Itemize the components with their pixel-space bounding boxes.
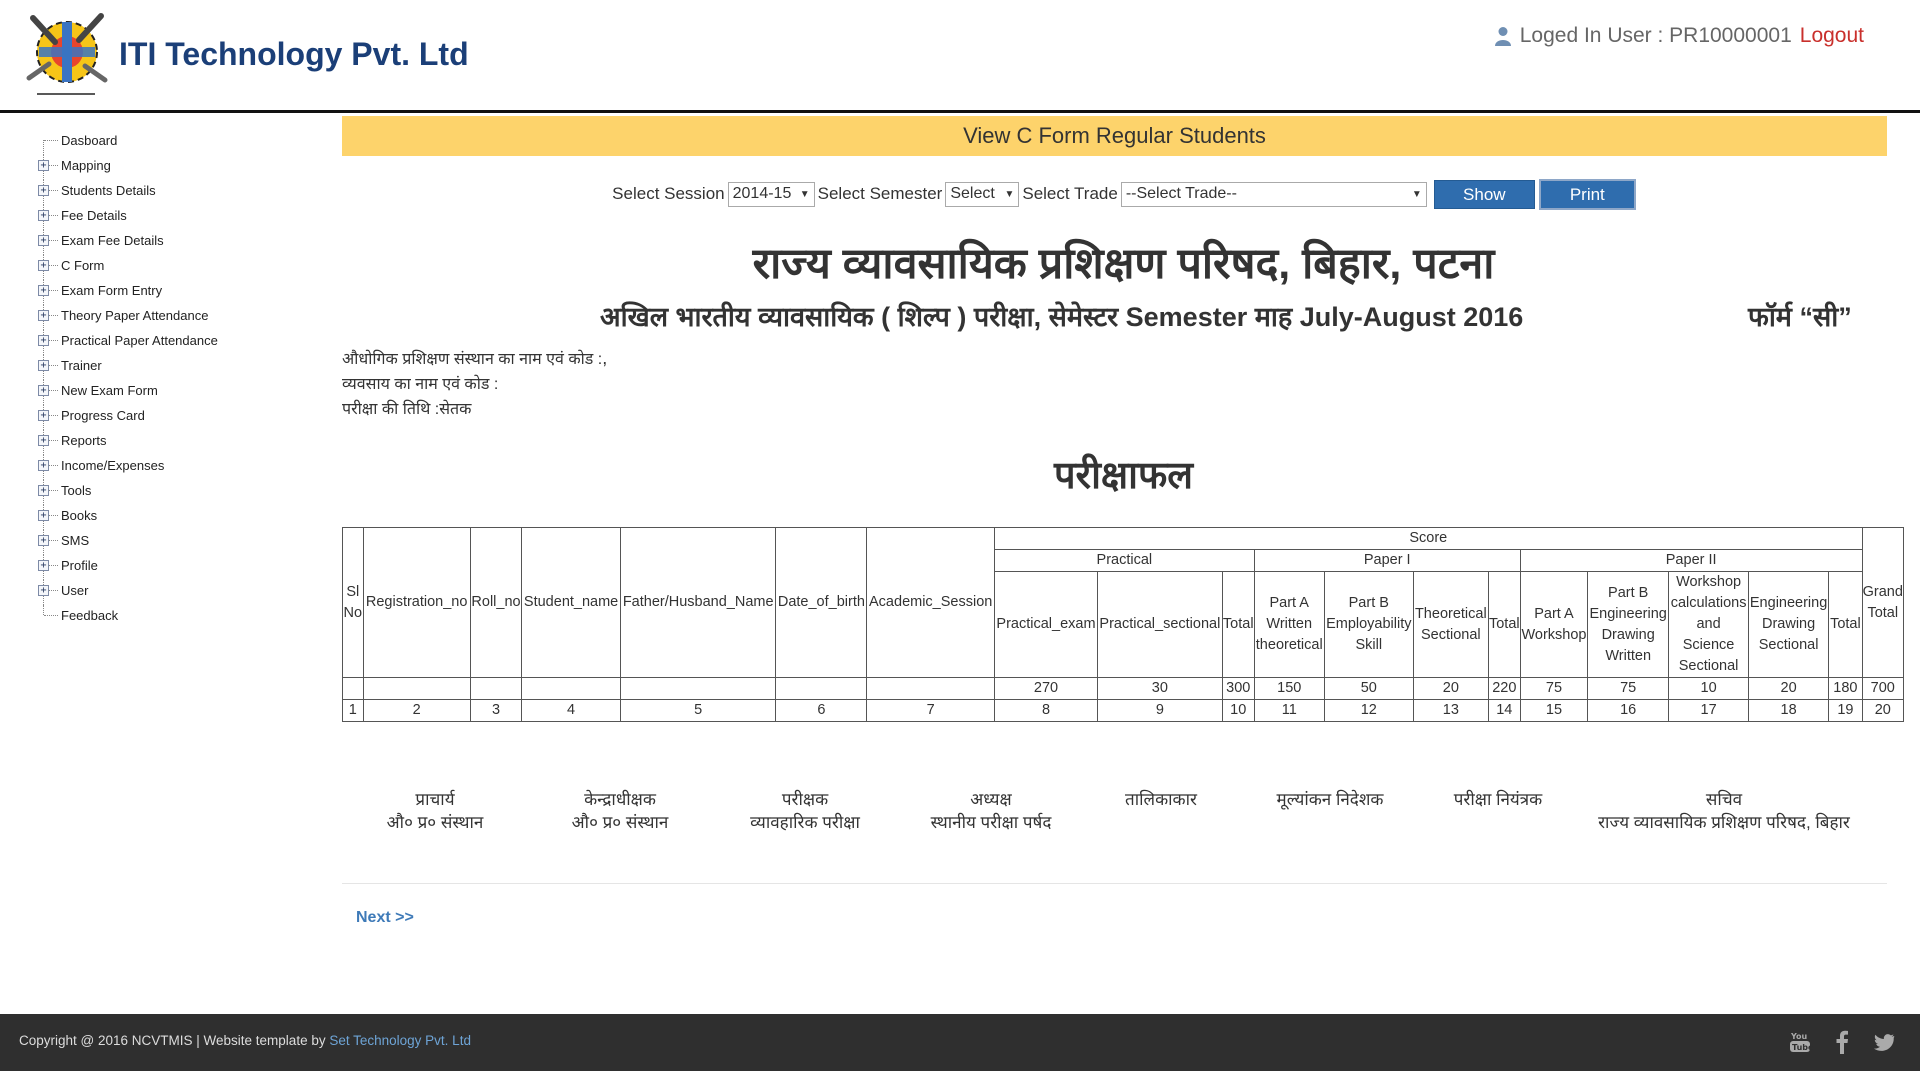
chevron-down-icon: ▼ — [799, 188, 810, 200]
sidebar-item-fee-details[interactable] — [36, 205, 336, 230]
expand-icon[interactable]: + — [38, 235, 49, 246]
expand-icon[interactable]: + — [38, 460, 49, 471]
column-number-cell: 4 — [522, 700, 621, 722]
sidebar-item-label: User — [61, 583, 89, 598]
max-marks-cell: 20 — [1748, 678, 1828, 700]
company-link[interactable]: Set Technology Pvt. Ltd — [329, 1033, 471, 1048]
max-marks-cell: 150 — [1254, 678, 1324, 700]
divider — [342, 883, 1887, 884]
institute-label: औधोगिक प्रशिक्षण संस्थान का नाम एवं कोड : — [342, 351, 603, 368]
max-marks-cell: 180 — [1829, 678, 1862, 700]
sidebar-item-label: Fee Details — [61, 208, 127, 223]
exam-date-line: परीक्षा की तिथि :सेतक — [342, 401, 472, 418]
institute-value: , — [602, 348, 608, 368]
sidebar-item-reports[interactable] — [36, 430, 336, 455]
sidebar-item-mapping[interactable] — [36, 155, 336, 180]
max-marks-cell-empty — [867, 678, 995, 700]
signature-block — [572, 788, 669, 834]
show-button[interactable]: Show — [1434, 180, 1535, 209]
th-student-name: Student_name — [522, 528, 621, 678]
trade-select[interactable] — [1121, 182, 1427, 207]
sidebar-item-user[interactable] — [36, 580, 336, 605]
signature-title: प्राचार्य — [415, 790, 455, 809]
signature-title: केन्द्राधीक्षक — [584, 790, 656, 809]
th-father-name: Father/Husband_Name — [620, 528, 776, 678]
result-title: परीक्षाफल — [1053, 455, 1194, 497]
th-p1-total: Total — [1488, 572, 1520, 678]
sidebar-item-label: Exam Form Entry — [61, 283, 163, 298]
th-p1-part-a: Part A Written theoretical — [1254, 572, 1324, 678]
th-p2-workshop-calc: Workshop calculations and Science Sectional — [1669, 572, 1749, 678]
signature-block — [750, 788, 860, 834]
signature-block — [1454, 788, 1542, 811]
max-marks-cell: 300 — [1222, 678, 1254, 700]
logged-in-user: Loged In User : PR10000001 — [1519, 24, 1792, 47]
chevron-down-icon: ▼ — [1004, 188, 1015, 200]
institute-line — [342, 346, 1887, 372]
th-score: Score — [995, 528, 1863, 550]
signature-block — [1598, 788, 1850, 834]
sidebar-item-exam-fee-details[interactable] — [36, 230, 336, 255]
expand-icon[interactable]: + — [38, 210, 49, 221]
social-links — [1789, 1030, 1895, 1054]
max-marks-cell: 270 — [995, 678, 1098, 700]
column-number-cell: 7 — [867, 700, 995, 722]
expand-icon[interactable]: + — [38, 385, 49, 396]
sidebar-item-label: Feedback — [61, 608, 119, 623]
expand-icon[interactable]: + — [38, 335, 49, 346]
svg-text:You: You — [1791, 1032, 1808, 1041]
tree-line — [43, 605, 44, 615]
column-number-cell: 17 — [1669, 700, 1749, 722]
th-grand-total: Grand Total — [1862, 528, 1903, 678]
column-number-cell: 10 — [1222, 700, 1254, 722]
th-group-paper-2: Paper II — [1520, 550, 1862, 572]
expand-icon[interactable]: + — [38, 485, 49, 496]
th-p2-engg-drawing: Engineering Drawing Sectional — [1748, 572, 1828, 678]
signature-title: परीक्षक — [781, 790, 829, 809]
iti-logo — [25, 8, 113, 106]
th-p1-theoretical-sectional: Theoretical Sectional — [1413, 572, 1488, 678]
brand-name: ITI Technology Pvt. Ltd — [119, 36, 469, 72]
expand-icon[interactable]: + — [38, 410, 49, 421]
sidebar-item-label: Exam Fee Details — [61, 233, 164, 248]
exam-heading-row — [342, 293, 1887, 333]
sidebar-item-practical-paper-attendance[interactable] — [36, 330, 336, 355]
sidebar-item-label: SMS — [61, 533, 90, 548]
max-marks-cell-empty — [776, 678, 867, 700]
sidebar-item-label: C Form — [61, 258, 105, 273]
sidebar-item-new-exam-form[interactable] — [36, 380, 336, 405]
th-date-of-birth: Date_of_birth — [776, 528, 867, 678]
signature-subtitle: औ० प्र० संस्थान — [386, 813, 484, 832]
svg-text:Tube: Tube — [1792, 1043, 1814, 1052]
expand-icon[interactable]: + — [38, 560, 49, 571]
login-status — [1494, 24, 1864, 48]
column-number-cell: 9 — [1097, 700, 1222, 722]
signature-subtitle: व्यावहारिक परीक्षा — [750, 813, 860, 832]
trade-value: --Select Trade-- — [1125, 185, 1237, 202]
max-marks-cell: 20 — [1413, 678, 1488, 700]
column-number-cell: 18 — [1748, 700, 1828, 722]
tree-line — [44, 140, 58, 141]
column-number-cell: 12 — [1324, 700, 1413, 722]
column-number-cell: 3 — [470, 700, 521, 722]
semester-label: Select Semester — [817, 184, 943, 203]
semester-select[interactable] — [945, 182, 1019, 207]
max-marks-cell-empty — [343, 678, 364, 700]
sidebar-item-tools[interactable] — [36, 480, 336, 505]
column-number-cell: 19 — [1829, 700, 1862, 722]
expand-icon[interactable]: + — [38, 585, 49, 596]
sidebar-item-dasboard[interactable] — [36, 130, 336, 155]
signature-row — [342, 788, 1887, 838]
column-number-cell: 11 — [1254, 700, 1324, 722]
sidebar-item-label: Dasboard — [61, 133, 118, 148]
signature-title: अध्यक्ष — [970, 790, 1012, 809]
column-number-row — [343, 700, 1904, 722]
sidebar-item-progress-card[interactable] — [36, 405, 336, 430]
signature-title: सचिव — [1705, 790, 1743, 809]
copyright-text: Copyright @ 2016 NCVTMIS | Website template by — [19, 1033, 326, 1048]
sidebar-item-label: Theory Paper Attendance — [61, 308, 209, 323]
max-marks-cell: 50 — [1324, 678, 1413, 700]
th-practical-exam: Practical_exam — [995, 572, 1098, 678]
twitter-icon[interactable] — [1873, 1030, 1895, 1054]
header-row-1 — [343, 528, 1904, 550]
sidebar-item-books[interactable] — [36, 505, 336, 530]
sidebar-item-label: Books — [61, 508, 98, 523]
column-number-cell: 2 — [363, 700, 470, 722]
column-number-cell: 20 — [1862, 700, 1903, 722]
sidebar-item-sms[interactable] — [36, 530, 336, 555]
signature-block — [387, 788, 484, 834]
exam-subheading: अखिल भारतीय व्यावसायिक ( शिल्प ) परीक्षा, सेमेस्टर Semester माह July-August 2016 — [600, 302, 1524, 332]
th-roll-no: Roll_no — [470, 528, 521, 678]
sidebar-item-trainer[interactable] — [36, 355, 336, 380]
expand-icon[interactable]: + — [38, 160, 49, 171]
filter-bar — [342, 178, 1887, 210]
signature-subtitle: स्थानीय परीक्षा पर्षद — [930, 813, 1052, 832]
expand-icon[interactable]: + — [38, 510, 49, 521]
column-number-cell: 13 — [1413, 700, 1488, 722]
column-number-cell: 16 — [1588, 700, 1669, 722]
sidebar-item-students-details[interactable] — [36, 180, 336, 205]
result-table-wrapper — [342, 527, 1904, 722]
max-marks-cell: 220 — [1488, 678, 1520, 700]
sidebar-item-label: Tools — [61, 483, 92, 498]
signature-title: परीक्षा नियंत्रक — [1453, 790, 1543, 809]
sidebar-item-label: Students Details — [61, 183, 156, 198]
sidebar-item-label: Trainer — [61, 358, 102, 373]
expand-icon[interactable]: + — [38, 260, 49, 271]
max-marks-cell-empty — [363, 678, 470, 700]
next-link[interactable]: Next >> — [356, 909, 414, 926]
column-number-cell: 8 — [995, 700, 1098, 722]
max-marks-cell: 700 — [1862, 678, 1903, 700]
logout-link[interactable]: Logout — [1799, 24, 1864, 47]
max-marks-cell: 75 — [1520, 678, 1587, 700]
header — [0, 0, 1920, 113]
th-practical-total: Total — [1222, 572, 1254, 678]
chevron-down-icon: ▼ — [1411, 188, 1422, 200]
th-group-practical: Practical — [995, 550, 1255, 572]
column-number-cell: 1 — [343, 700, 364, 722]
session-label: Select Session — [612, 184, 725, 203]
signature-subtitle: राज्य व्यावसायिक प्रशिक्षण परिषद, बिहार — [1598, 813, 1850, 832]
sidebar-item-profile[interactable] — [36, 555, 336, 580]
sidebar-item-feedback[interactable] — [36, 605, 336, 630]
max-marks-cell: 30 — [1097, 678, 1222, 700]
session-select[interactable] — [728, 182, 815, 207]
max-marks-cell: 75 — [1588, 678, 1669, 700]
column-number-cell: 15 — [1520, 700, 1587, 722]
sidebar-tree — [36, 130, 336, 630]
sidebar-item-label: Profile — [61, 558, 98, 573]
sidebar-item-label: Reports — [61, 433, 107, 448]
sidebar-item-exam-form-entry[interactable] — [36, 280, 336, 305]
th-p2-total: Total — [1829, 572, 1862, 678]
signature-subtitle: औ० प्र० संस्थान — [571, 813, 669, 832]
signature-block — [1277, 788, 1384, 811]
th-academic-session: Academic_Session — [867, 528, 995, 678]
copyright — [19, 1033, 471, 1048]
th-p2-part-a: Part A Workshop — [1520, 572, 1587, 678]
th-registration-no: Registration_no — [363, 528, 470, 678]
user-icon — [1494, 26, 1512, 46]
max-marks-cell-empty — [522, 678, 621, 700]
expand-icon[interactable]: + — [38, 185, 49, 196]
youtube-icon[interactable] — [1789, 1030, 1814, 1054]
sidebar-item-label: New Exam Form — [61, 383, 158, 398]
trade-label: Select Trade — [1022, 184, 1118, 203]
tree-line — [43, 140, 44, 155]
facebook-icon[interactable] — [1831, 1030, 1853, 1054]
exam-info — [342, 346, 1887, 422]
sidebar-item-label: Practical Paper Attendance — [61, 333, 218, 348]
th-sl-no: Sl No — [343, 528, 364, 678]
th-p1-part-b: Part B Employability Skill — [1324, 572, 1413, 678]
sidebar-item-income-expenses[interactable] — [36, 455, 336, 480]
expand-icon[interactable]: + — [38, 285, 49, 296]
th-practical-sectional: Practical_sectional — [1097, 572, 1222, 678]
result-table — [342, 527, 1904, 722]
print-button[interactable]: Print — [1539, 179, 1636, 210]
sidebar-item-label: Income/Expenses — [61, 458, 165, 473]
main-content — [342, 115, 1887, 500]
session-value: 2014-15 — [732, 185, 792, 202]
expand-icon[interactable]: + — [38, 435, 49, 446]
sidebar-item-theory-paper-attendance[interactable] — [36, 305, 336, 330]
page-title: View C Form Regular Students — [342, 116, 1887, 156]
council-heading: राज्य व्यावसायिक प्रशिक्षण परिषद, बिहार, पटना — [752, 240, 1495, 288]
sidebar-item-label: Progress Card — [61, 408, 145, 423]
max-marks-cell-empty — [470, 678, 521, 700]
semester-value: Select — [950, 185, 995, 202]
tree-line — [44, 615, 58, 616]
signature-title: तालिकाकार — [1125, 790, 1197, 809]
column-number-cell: 6 — [776, 700, 867, 722]
sidebar-item-c-form[interactable] — [36, 255, 336, 280]
signature-block — [1125, 788, 1197, 811]
th-group-paper-1: Paper I — [1254, 550, 1520, 572]
form-c-label: फॉर्म “सी” — [1748, 302, 1852, 332]
column-number-cell: 14 — [1488, 700, 1520, 722]
sidebar-item-label: Mapping — [61, 158, 111, 173]
footer — [0, 1014, 1920, 1071]
trade-line: व्यवसाय का नाम एवं कोड : — [342, 376, 499, 393]
signature-title: मूल्यांकन निदेशक — [1276, 790, 1384, 809]
expand-icon[interactable]: + — [38, 535, 49, 546]
max-marks-cell-empty — [620, 678, 776, 700]
column-number-cell: 5 — [620, 700, 776, 722]
max-marks-row — [343, 678, 1904, 700]
signature-block — [931, 788, 1052, 834]
expand-icon[interactable]: + — [38, 310, 49, 321]
th-p2-part-b: Part B Engineering Drawing Written — [1588, 572, 1669, 678]
max-marks-cell: 10 — [1669, 678, 1749, 700]
expand-icon[interactable]: + — [38, 360, 49, 371]
